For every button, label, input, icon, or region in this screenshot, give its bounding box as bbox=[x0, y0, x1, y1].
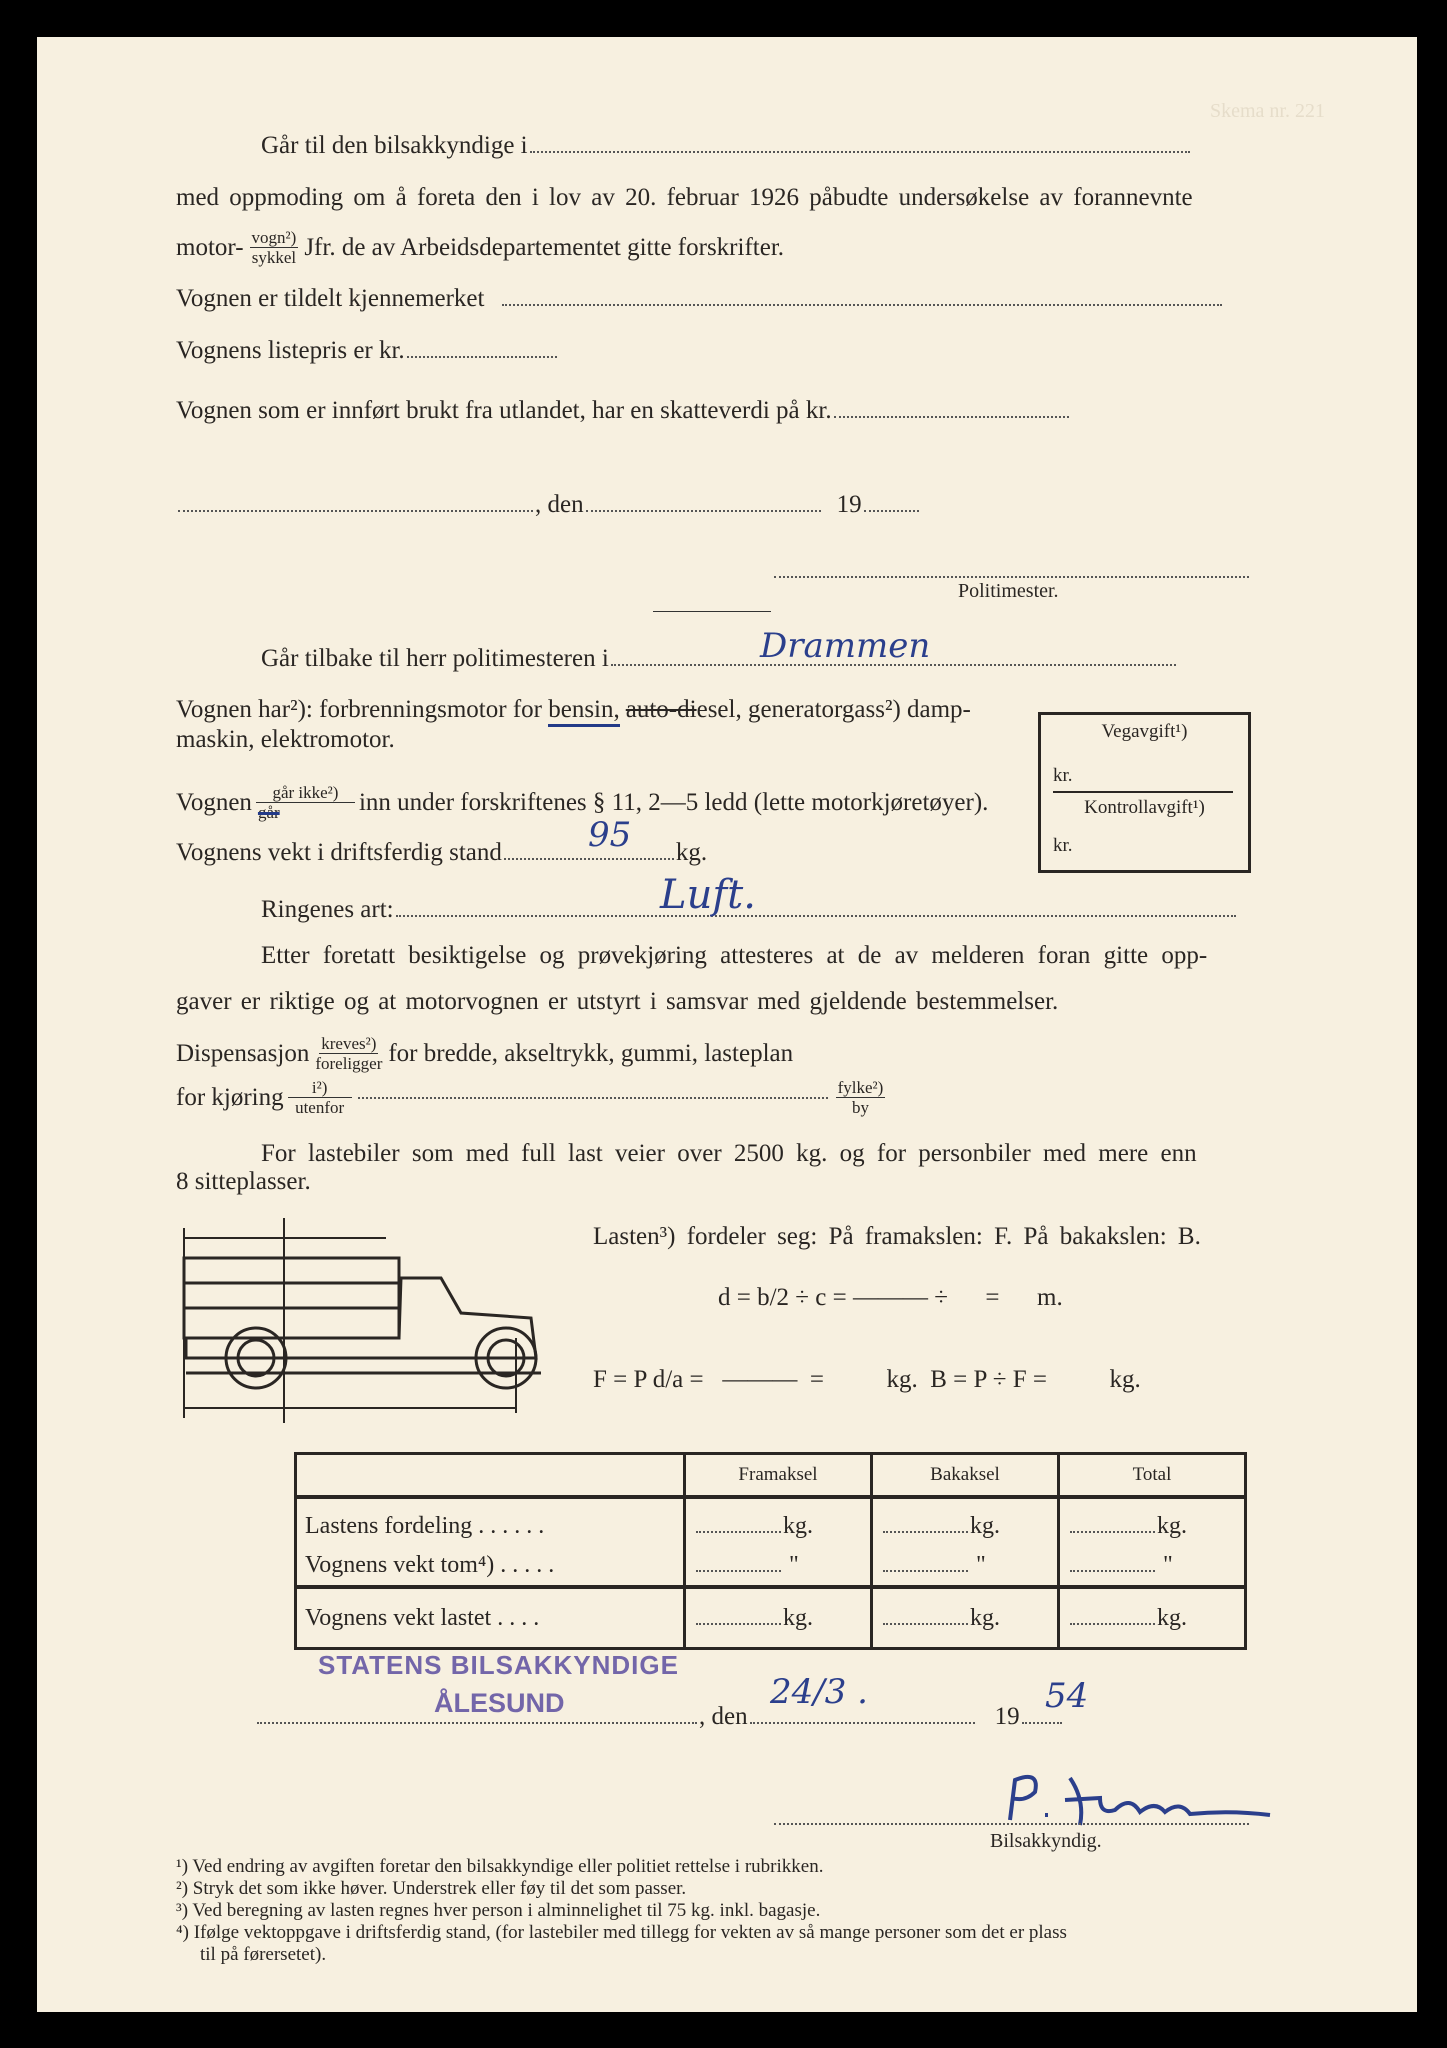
unit: kg. bbox=[675, 839, 708, 866]
light-vehicle-line bbox=[176, 783, 988, 822]
field-kjennemerke[interactable] bbox=[502, 303, 1222, 306]
footnote-3: ³) Ved beregning av lasten regnes hver person i alminnelighet til 75 kg. inkl. bagasje. bbox=[176, 1900, 821, 1921]
unit: kg. bbox=[1157, 1513, 1187, 1539]
cell[interactable] bbox=[872, 1587, 1059, 1649]
load-distribution-line: Lasten³) fordeler seg: På framakslen: F. På bakakslen: B. bbox=[593, 1223, 1201, 1250]
text: for bredde, akseltrykk, gummi, lasteplan bbox=[388, 1039, 794, 1067]
fraction bbox=[315, 1034, 382, 1073]
label: Går tilbake til herr politimesteren i bbox=[261, 645, 609, 672]
request-text bbox=[176, 184, 1247, 212]
unit: " bbox=[789, 1552, 799, 1578]
expert-place-date-line bbox=[255, 1703, 1064, 1731]
row-label: Lastens fordeling . . . . . . bbox=[305, 1513, 545, 1539]
label: 19 bbox=[836, 491, 862, 518]
frac-bottom: by bbox=[851, 1098, 869, 1117]
frac-top: fylke²) bbox=[837, 1078, 884, 1097]
cell[interactable] bbox=[872, 1546, 1059, 1587]
struck-gaar: går bbox=[257, 803, 280, 822]
header-framaksel: Framaksel bbox=[685, 1454, 872, 1498]
formula-d: d = b/2 ÷ c = ——— ÷ = m. bbox=[718, 1284, 1063, 1311]
attest-line-1: Etter foretatt besiktigelse og prøvekjøring attesteres at de av melderen foran gitte opp- bbox=[261, 942, 1208, 969]
unit: kg. bbox=[970, 1604, 1000, 1631]
load-table bbox=[294, 1452, 1247, 1650]
unit: kg. bbox=[783, 1604, 813, 1631]
unit: kg. bbox=[970, 1513, 1000, 1539]
text: med oppmoding om å foreta den i lov av 20. februar 1926 påbudte undersøkelse av forannevnte bbox=[176, 184, 1193, 211]
table-row bbox=[296, 1587, 1246, 1649]
fraction bbox=[258, 783, 353, 822]
engine-line-2: maskin, elektromotor. bbox=[176, 726, 395, 753]
text: Vognen bbox=[176, 788, 252, 816]
cell[interactable] bbox=[685, 1497, 872, 1546]
underlined-bensin: bensin, bbox=[548, 696, 620, 727]
text: motor- bbox=[176, 233, 244, 261]
form-number: Skema nr. 221 bbox=[1210, 100, 1325, 122]
table-row bbox=[296, 1546, 1246, 1587]
handwritten-tyres: Luft. bbox=[660, 872, 756, 918]
field-place[interactable] bbox=[257, 1721, 697, 1724]
bilsakkyndig-label: Bilsakkyndig. bbox=[990, 1830, 1102, 1852]
kontrollavgift-kr[interactable]: kr. bbox=[1053, 835, 1073, 856]
label: Ringenes art: bbox=[261, 896, 394, 923]
text: Dispensasjon bbox=[176, 1039, 310, 1067]
label: Vognens listepris er kr. bbox=[176, 337, 405, 364]
frac-top: kreves²) bbox=[321, 1034, 377, 1053]
handwritten-year: 54 bbox=[1045, 1676, 1089, 1716]
field-tyres[interactable] bbox=[396, 914, 1236, 917]
field-year[interactable] bbox=[1022, 1721, 1062, 1724]
handwritten-date: 24/3 . bbox=[770, 1672, 868, 1712]
cell[interactable] bbox=[1059, 1497, 1246, 1546]
struck-text: auto-di bbox=[625, 696, 697, 723]
row-label: Vognens vekt lastet . . . . bbox=[305, 1604, 540, 1631]
fraction bbox=[250, 228, 299, 267]
frac-top: går ikke²) bbox=[256, 783, 355, 803]
line-skatteverdi bbox=[176, 397, 1071, 425]
field-year[interactable] bbox=[864, 509, 919, 512]
frac-top: vogn²) bbox=[251, 228, 297, 247]
fraction bbox=[290, 1078, 350, 1117]
engine-line bbox=[176, 696, 971, 727]
field-area[interactable] bbox=[358, 1096, 828, 1099]
signature bbox=[990, 1770, 1280, 1830]
text: Vognen har²): forbrenningsmotor for bbox=[176, 696, 549, 723]
divider bbox=[1053, 791, 1233, 793]
politimester-signature-line[interactable] bbox=[774, 575, 1249, 578]
kontrollavgift-label: Kontrollavgift¹) bbox=[1084, 797, 1205, 818]
politimester-label: Politimester. bbox=[958, 580, 1059, 602]
stamp-line-2: ÅLESUND bbox=[434, 1688, 565, 1718]
attest-line-2: gaver er riktige og at motorvognen er utstyrt i samsvar med gjeldende bestemmelser. bbox=[176, 988, 1059, 1015]
text: for kjøring bbox=[176, 1083, 284, 1111]
label: , den bbox=[699, 1703, 748, 1730]
driving-line bbox=[176, 1078, 891, 1117]
field-place[interactable] bbox=[178, 509, 533, 512]
field-bilsakkyndige[interactable] bbox=[530, 150, 1190, 153]
header-total: Total bbox=[1059, 1454, 1246, 1498]
truck-diagram bbox=[176, 1208, 556, 1428]
footnote-4-cont: til på førersetet). bbox=[200, 1944, 327, 1965]
field-listepris[interactable] bbox=[407, 355, 557, 358]
vegavgift-kr[interactable]: kr. bbox=[1053, 765, 1073, 786]
frac-bottom: foreligger bbox=[315, 1054, 383, 1073]
cell[interactable] bbox=[1059, 1546, 1246, 1587]
cell[interactable] bbox=[1059, 1587, 1246, 1649]
field-date[interactable] bbox=[750, 1721, 975, 1724]
line-listepris bbox=[176, 337, 559, 365]
truck-rule-line-2: 8 sitteplasser. bbox=[176, 1168, 311, 1195]
table-row bbox=[296, 1497, 1246, 1546]
handwritten-place: Drammen bbox=[760, 626, 931, 666]
text: inn under forskriftenes § 11, 2—5 ledd (lette motorkjøretøyer). bbox=[358, 788, 989, 816]
label: Vognen som er innført brukt fra utlandet, har en skatteverdi på kr. bbox=[176, 397, 832, 424]
text: Jfr. de av Arbeidsdepartementet gitte forskrifter. bbox=[304, 233, 785, 261]
cell[interactable] bbox=[872, 1497, 1059, 1546]
line-place-date bbox=[176, 491, 921, 519]
label: Vognen er tildelt kjennemerket bbox=[176, 285, 485, 312]
dispensation-line bbox=[176, 1034, 793, 1073]
field-weight[interactable] bbox=[504, 857, 674, 860]
motor-line bbox=[176, 228, 784, 267]
row-label: Vognens vekt tom⁴) . . . . . bbox=[305, 1552, 555, 1578]
line-bilsakkyndige bbox=[261, 132, 1192, 160]
handwritten-weight: 95 bbox=[588, 815, 632, 855]
footnote-1: ¹) Ved endring av avgiften foretar den bilsakkyndige eller politiet rettelse i rubrikken. bbox=[176, 1856, 824, 1877]
label: , den bbox=[535, 491, 584, 518]
footnote-4: ⁴) Ifølge vektoppgave i driftsferdig stand, (for lastebiler med tillegg for vekten av så mange personer som det er plass bbox=[176, 1922, 1067, 1943]
blank-header bbox=[296, 1454, 685, 1498]
frac-top: i²) bbox=[288, 1078, 352, 1098]
divider bbox=[653, 611, 771, 612]
fee-box bbox=[1038, 712, 1251, 873]
field-skatteverdi[interactable] bbox=[834, 415, 1069, 418]
unit: kg. bbox=[1157, 1604, 1187, 1631]
line-kjennemerke bbox=[176, 285, 1224, 313]
cell[interactable] bbox=[685, 1546, 872, 1587]
frac-bottom: sykkel bbox=[251, 248, 297, 267]
truck-rule-line-1: For lastebiler som med full last veier over 2500 kg. og for personbiler med mere enn bbox=[261, 1140, 1197, 1167]
line-return bbox=[261, 645, 1178, 673]
expert-signature-line[interactable] bbox=[774, 1822, 1249, 1825]
frac-bottom: utenfor bbox=[295, 1098, 345, 1117]
label: Vognens vekt i driftsferdig stand bbox=[176, 839, 502, 866]
label: Går til den bilsakkyndige i bbox=[261, 132, 528, 159]
formula-f: F = P d/a = ——— = kg. B = P ÷ F = kg. bbox=[593, 1366, 1141, 1393]
vegavgift-label: Vegavgift¹) bbox=[1101, 721, 1188, 742]
text: esel, generatorgass²) damp- bbox=[696, 696, 971, 723]
label: 19 bbox=[994, 1703, 1020, 1730]
field-date[interactable] bbox=[586, 509, 821, 512]
unit: " bbox=[1163, 1552, 1173, 1578]
footnote-2: ²) Stryk det som ikke høver. Understrek eller føy til det som passer. bbox=[176, 1878, 687, 1899]
header-bakaksel: Bakaksel bbox=[872, 1454, 1059, 1498]
unit: " bbox=[976, 1552, 986, 1578]
unit: kg. bbox=[783, 1513, 813, 1539]
cell[interactable] bbox=[685, 1587, 872, 1649]
stamp-line-1: STATENS BILSAKKYNDIGE bbox=[318, 1650, 679, 1680]
fraction bbox=[836, 1078, 886, 1117]
